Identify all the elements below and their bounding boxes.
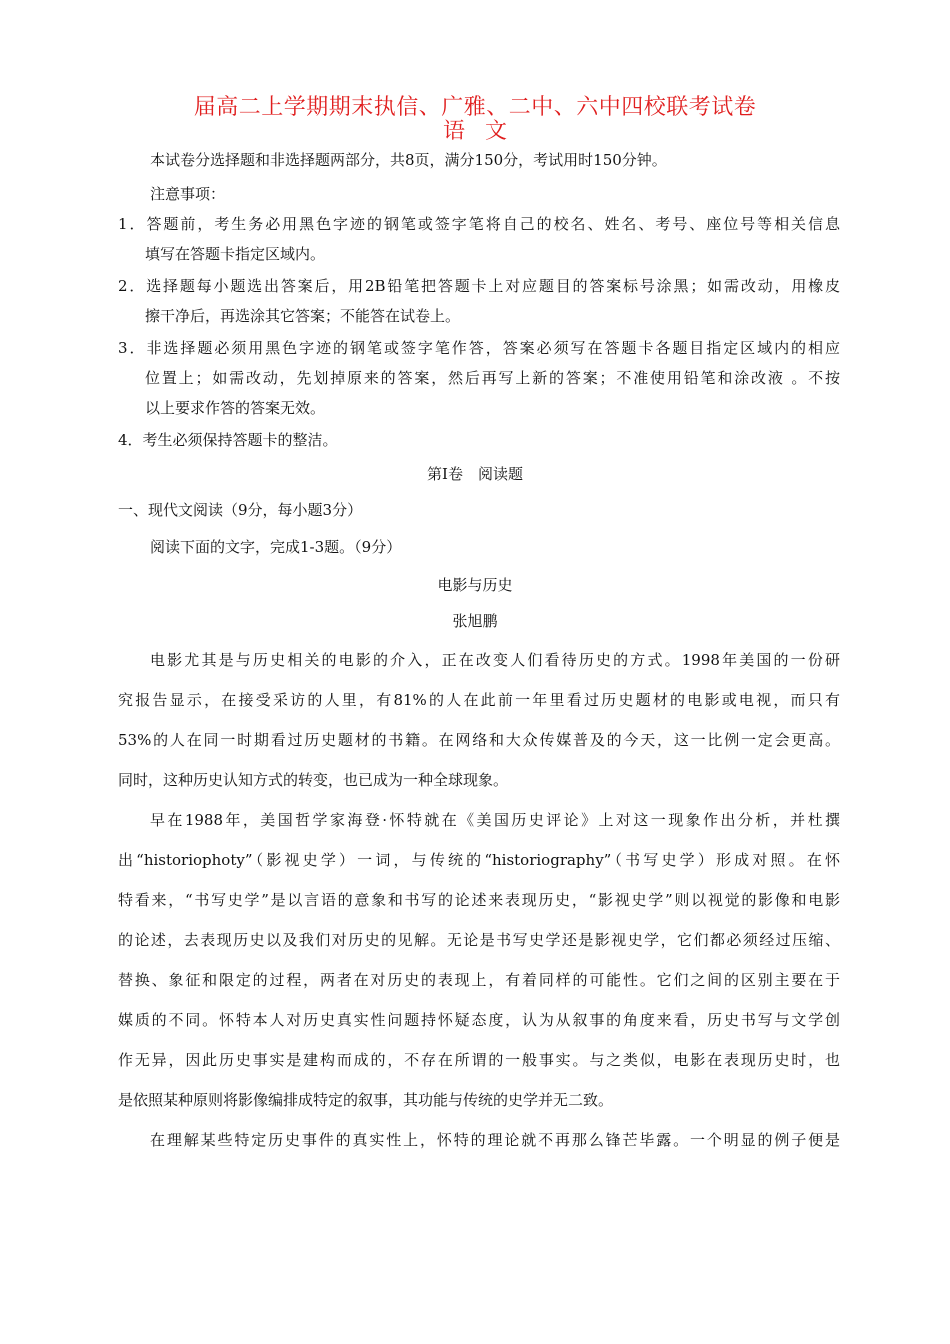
exam-subject: 语文	[442, 119, 527, 144]
note-3-line-1: 3．非选择题必须用黑色字迹的钢笔或签字笔作答，答案必须写在答题卡各题目指定区域内的相应	[118, 339, 840, 357]
article-p2-line-6: 媒质的不同。怀特本人对历史真实性问题持怀疑态度，认为从叙事的角度来看，历史书写与文学创	[118, 1011, 840, 1029]
article-p1-line-1: 电影尤其是与历史相关的电影的介入，正在改变人们看待历史的方式。1998年美国的一份研	[150, 651, 840, 669]
note-2-line-2: 擦干净后，再选涂其它答案；不能答在试卷上。	[145, 307, 461, 325]
article-title: 电影与历史	[437, 576, 513, 594]
exam-intro: 本试卷分选择题和非选择题两部分，共8页，满分150分，考试用时150分钟。	[150, 151, 667, 169]
article-p2-line-5: 替换、象征和限定的过程，两者在对历史的表现上，有着同样的可能性。它们之间的区别主要在于	[118, 971, 840, 989]
part-heading: 第Ⅰ卷 阅读题	[427, 465, 523, 483]
section-heading: 一、现代文阅读（9分，每小题3分）	[118, 501, 363, 519]
note-1-line-2: 填写在答题卡指定区域内。	[145, 245, 326, 263]
exam-title: 届高二上学期期末执信、广雅、二中、六中四校联考试卷	[193, 95, 757, 120]
article-p1-line-4: 同时，这种历史认知方式的转变，也已成为一种全球现象。	[118, 771, 509, 789]
note-3-line-2: 位置上；如需改动，先划掉原来的答案，然后再写上新的答案；不准使用铅笔和涂改液 。不按	[145, 369, 840, 387]
article-author: 张旭鹏	[452, 612, 498, 630]
note-1-line-1: 1．答题前，考生务必用黑色字迹的钢笔或签字笔将自己的校名、姓名、考号、座位号等相关信息	[118, 215, 840, 233]
note-4: 4．考生必须保持答题卡的整洁。	[118, 431, 338, 449]
article-p2-line-7: 作无异，因此历史事实是建构而成的，不存在所谓的一般事实。与之类似，电影在表现历史时，也	[118, 1051, 840, 1069]
article-p1-line-2: 究报告显示，在接受采访的人里，有81%的人在此前一年里看过历史题材的电影或电视，而只有	[118, 691, 840, 709]
article-p2-line-3: 特看来，“书写史学”是以言语的意象和书写的论述来表现历史，“影视史学”则以视觉的影像和电影	[118, 891, 840, 909]
article-p2-line-1: 早在1988年，美国哲学家海登·怀特就在《美国历史评论》上对这一现象作出分析，并杜撰	[150, 811, 840, 829]
notes-heading: 注意事项：	[150, 185, 226, 203]
article-p1-line-3: 53%的人在同一时期看过历史题材的书籍。在网络和大众传媒普及的今天，这一比例一定会更高。	[118, 731, 840, 749]
note-3-line-3: 以上要求作答的答案无效。	[145, 399, 326, 417]
article-p2-line-4: 的论述，去表现历史以及我们对历史的见解。无论是书写史学还是影视史学，它们都必须经过压缩、	[118, 931, 840, 949]
article-p2-line-8: 是依照某种原则将影像编排成特定的叙事，其功能与传统的史学并无二致。	[118, 1091, 614, 1109]
section-instruction: 阅读下面的文字，完成1-3题。（9分）	[150, 538, 402, 556]
article-p3-line-1: 在理解某些特定历史事件的真实性上，怀特的理论就不再那么锋芒毕露。一个明显的例子便是	[150, 1131, 840, 1149]
note-2-line-1: 2．选择题每小题选出答案后，用2B铅笔把答题卡上对应题目的答案标号涂黑；如需改动，用橡皮	[118, 277, 840, 295]
article-p2-line-2: 出“historiophoty”（影视史学）一词，与传统的“historiography”（书写史学）形成对照。在怀	[118, 851, 840, 869]
